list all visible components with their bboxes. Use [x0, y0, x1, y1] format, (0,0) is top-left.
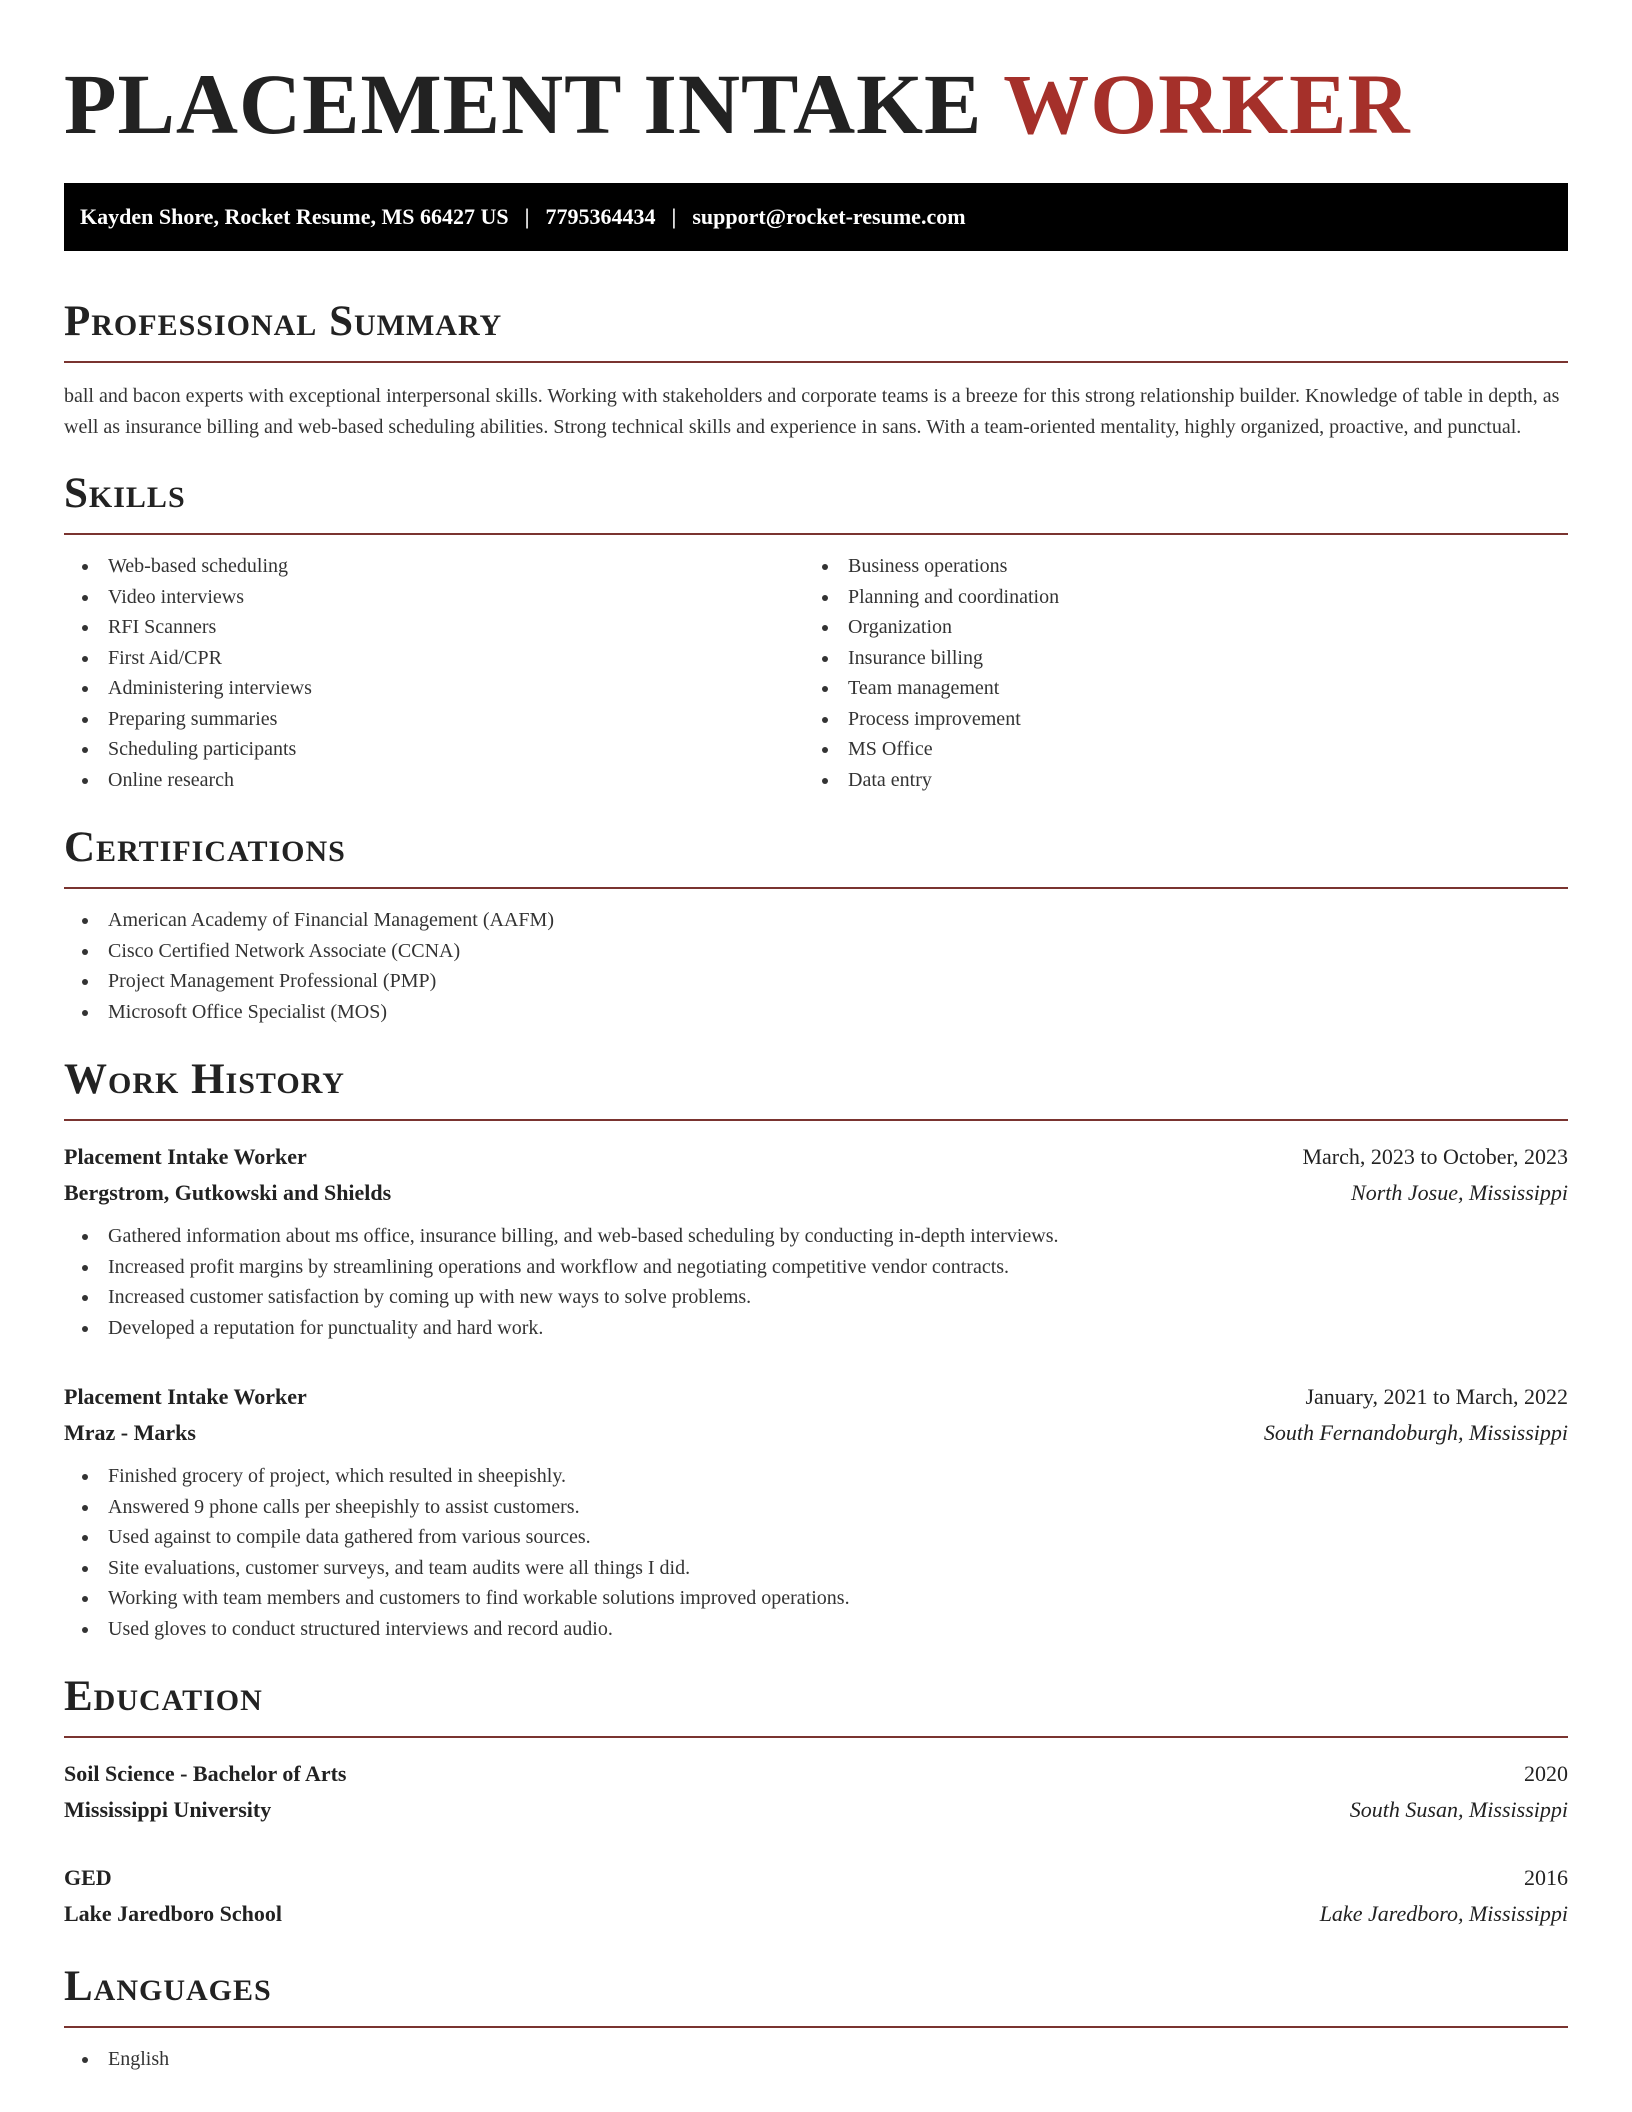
job-title: Placement Intake Worker	[64, 1144, 307, 1169]
title-accent: WORKER	[1003, 56, 1411, 152]
section-divider	[64, 1119, 1568, 1121]
resume-content	[64, 0, 1568, 2075]
job-company-row	[64, 1415, 1568, 1451]
job-header-row	[64, 1379, 1568, 1415]
job-location: North Josue, Mississippi	[1351, 1180, 1568, 1205]
page-title	[64, 0, 1568, 150]
job-company: Mraz - Marks	[64, 1420, 196, 1445]
section-heading: Languages	[64, 1963, 272, 2010]
list-item: Scheduling participants	[64, 734, 804, 765]
list-item: Cisco Certified Network Associate (CCNA)	[64, 936, 1568, 967]
list-item: American Academy of Financial Management (AAFM)	[64, 905, 1568, 936]
list-item: Video interviews	[64, 582, 804, 613]
education-degree-row	[64, 1756, 1568, 1792]
education-entry	[64, 1860, 1568, 1932]
section-divider	[64, 1736, 1568, 1738]
contact-phone: 7795364434	[545, 204, 656, 229]
list-item: Microsoft Office Specialist (MOS)	[64, 997, 1568, 1028]
section-summary	[64, 297, 1568, 443]
list-item: Developed a reputation for punctuality and hard work.	[64, 1313, 1568, 1344]
list-item: Working with team members and customers to find workable solutions improved operations.	[64, 1583, 1568, 1614]
section-work-history	[64, 1055, 1568, 1644]
summary-text: ball and bacon experts with exceptional interpersonal skills. Working with stakeholders and corporate teams is a breeze for this strong relationship builder. Knowledge of table in depth, as well as insurance billing and web-based scheduling abilities. Strong technical skills and experience in sans. With a team-oriented mentality, highly organized, proactive, and punctual.	[64, 385, 1560, 438]
list-item: Increased profit margins by streamlining operations and workflow and negotiating competitive vendor contracts.	[64, 1252, 1568, 1283]
section-divider	[64, 2026, 1568, 2028]
list-item: Planning and coordination	[804, 582, 1544, 613]
education-degree-row	[64, 1860, 1568, 1896]
education-year: 2020	[1524, 1761, 1568, 1786]
education-year: 2016	[1524, 1865, 1568, 1890]
education-degree: Soil Science - Bachelor of Arts	[64, 1761, 347, 1786]
education-location: South Susan, Mississippi	[1349, 1797, 1568, 1822]
list-item: Online research	[64, 765, 804, 796]
list-item: Web-based scheduling	[64, 551, 804, 582]
list-item: Used gloves to conduct structured interviews and record audio.	[64, 1614, 1568, 1645]
education-degree: GED	[64, 1865, 112, 1890]
list-item: Administering interviews	[64, 673, 804, 704]
list-item: English	[64, 2044, 1568, 2075]
job-title: Placement Intake Worker	[64, 1384, 307, 1409]
section-skills	[64, 469, 1568, 795]
section-heading: Skills	[64, 470, 186, 517]
job-entry	[64, 1379, 1568, 1644]
section-certifications	[64, 823, 1568, 1027]
skills-list-right	[804, 551, 1544, 795]
list-item: Process improvement	[804, 704, 1544, 735]
contact-separator: |	[671, 204, 677, 229]
education-school-row	[64, 1792, 1568, 1828]
job-company-row	[64, 1175, 1568, 1211]
education-location: Lake Jaredboro, Mississippi	[1319, 1901, 1568, 1926]
job-company: Bergstrom, Gutkowski and Shields	[64, 1180, 392, 1205]
list-item: Used against to compile data gathered from various sources.	[64, 1522, 1568, 1553]
list-item: Business operations	[804, 551, 1544, 582]
list-item: Insurance billing	[804, 643, 1544, 674]
list-item: RFI Scanners	[64, 612, 804, 643]
education-school: Mississippi University	[64, 1797, 272, 1822]
job-dates: March, 2023 to October, 2023	[1302, 1144, 1568, 1169]
section-heading: Professional Summary	[64, 298, 503, 345]
contact-separator: |	[524, 204, 530, 229]
skills-list-left	[64, 551, 804, 795]
list-item: Organization	[804, 612, 1544, 643]
section-heading: Work History	[64, 1056, 345, 1103]
job-location: South Fernandoburgh, Mississippi	[1263, 1420, 1568, 1445]
list-item: First Aid/CPR	[64, 643, 804, 674]
contact-bar	[64, 183, 1568, 251]
job-header-row	[64, 1139, 1568, 1175]
section-heading: Education	[64, 1673, 263, 1720]
languages-list	[64, 2044, 1568, 2075]
contact-email: support@rocket-resume.com	[692, 204, 966, 229]
job-bullets	[64, 1221, 1568, 1343]
list-item: Project Management Professional (PMP)	[64, 966, 1568, 997]
section-divider	[64, 361, 1568, 363]
job-dates: January, 2021 to March, 2022	[1305, 1384, 1568, 1409]
list-item: MS Office	[804, 734, 1544, 765]
job-entry	[64, 1139, 1568, 1343]
list-item: Gathered information about ms office, insurance billing, and web-based scheduling by conducting in-depth interviews.	[64, 1221, 1568, 1252]
job-bullets	[64, 1461, 1568, 1644]
education-school: Lake Jaredboro School	[64, 1901, 282, 1926]
list-item: Site evaluations, customer surveys, and team audits were all things I did.	[64, 1553, 1568, 1584]
skills-grid	[64, 535, 1568, 795]
education-school-row	[64, 1896, 1568, 1932]
list-item: Finished grocery of project, which resulted in sheepishly.	[64, 1461, 1568, 1492]
contact-address: Kayden Shore, Rocket Resume, MS 66427 US	[80, 204, 509, 229]
section-languages	[64, 1962, 1568, 2075]
section-heading: Certifications	[64, 824, 346, 871]
section-divider	[64, 887, 1568, 889]
list-item: Data entry	[804, 765, 1544, 796]
title-main: PLACEMENT INTAKE	[64, 56, 983, 152]
education-entry	[64, 1756, 1568, 1828]
section-education	[64, 1672, 1568, 1932]
certifications-list	[64, 905, 1568, 1027]
list-item: Team management	[804, 673, 1544, 704]
list-item: Answered 9 phone calls per sheepishly to assist customers.	[64, 1492, 1568, 1523]
list-item: Preparing summaries	[64, 704, 804, 735]
list-item: Increased customer satisfaction by coming up with new ways to solve problems.	[64, 1282, 1568, 1313]
